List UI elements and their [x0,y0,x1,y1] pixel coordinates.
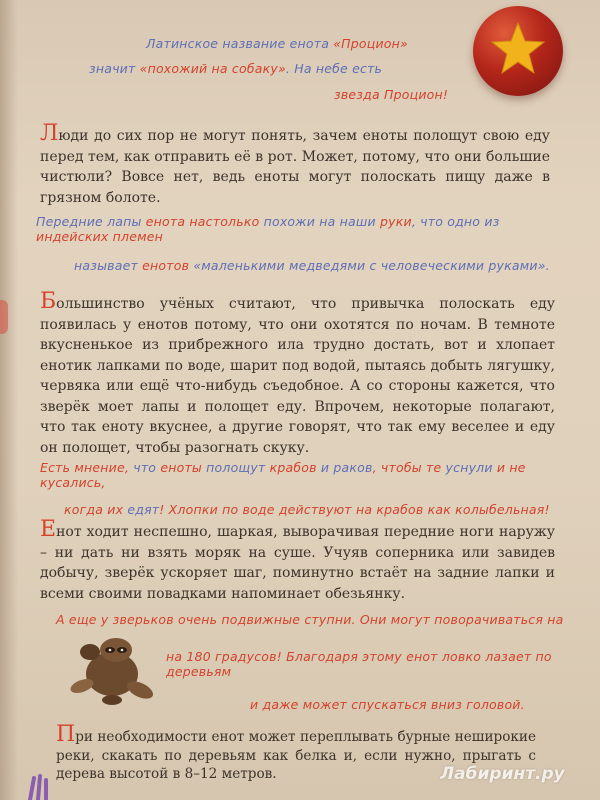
note-text: значит [89,61,140,76]
page-edge-mark [0,300,8,334]
note-highlight: енота настолько [145,214,260,229]
watermark: Лабиринт.ру [440,764,565,784]
note-hands [36,214,566,273]
paw-marks-icon [26,772,62,800]
note-highlight: индейских племен [36,229,164,244]
note-text: , что одно из [411,214,500,229]
note-text: крабов [265,460,321,475]
paragraph-walking [40,517,555,604]
drop-cap: П [56,722,76,747]
note-highlight: «Процион» [333,36,408,51]
note-text: действуют на крабов как колыбельная! [278,502,550,517]
note-highlight: уснули [445,460,493,475]
star-ball-illustration [473,6,563,96]
note-text: и не кусались, [40,460,526,490]
page-gutter-shadow [0,0,18,800]
note-text: называет [74,258,143,273]
note-text: похожи на наши [259,214,380,229]
note-latin-name [89,36,470,102]
note-crabs [40,460,565,517]
drop-cap: Л [40,121,59,146]
drop-cap: Б [40,289,57,314]
note-highlight: «похожий на собаку» [139,61,286,76]
paragraph-washing-food [40,121,550,208]
paragraph-text: юди до сих пор не могут понять, зачем еноты полощут свою еду перед тем, как отправить её в рот. Может, потому, что они большие чистюли? Вовсе нет, ведь еноты могут полоскать пищу даже в грязном болоте. [40,128,550,206]
note-highlight: звезда Процион! [334,87,449,102]
note-text: Есть мнение, [40,460,134,475]
note-highlight: руки [380,214,412,229]
note-text: «маленькими медведями с человеческими руками». [189,258,550,273]
note-text: , чтобы те [372,460,446,475]
note-highlight: енотов [142,258,190,273]
note-text: Передние лапы [36,214,146,229]
note-text: на 180 градусов! Благодаря этому енот ловко лазает по деревьям [166,649,552,679]
note-text: когда их [64,502,128,517]
note-highlight: что [133,460,157,475]
note-text: А еще у зверьков очень подвижные ступни. Они могут поворачиваться на [56,612,564,627]
paragraph-night-hunting [40,289,555,458]
drop-cap: Е [40,517,57,542]
note-text: и даже может спускаться вниз головой. [250,697,525,712]
note-text: ! Хлопки по воде [159,502,279,517]
note-highlight: едят [127,502,160,517]
note-text: еноты [156,460,207,475]
paragraph-text: нот ходит неспешно, шаркая, выворачивая передние ноги наружу – ни дать ни взять моряк на суше. Учуяв соперника или завидев добычу, зверёк ускоряет шаг, поминутно встаёт на задние лапки и всеми своими повадками напоминает обезьянку. [40,524,555,602]
paragraph-text: ри необходимости енот может переплывать бурные неширокие реки, скакать по деревьям как белка и, если нужно, прыгать с дерева высотой в 8–12 метров. [56,729,536,782]
note-text: . На небе есть [285,61,383,76]
star-icon [488,19,548,79]
paragraph-text: ольшинство учёных считают, что привычка полоскать еду появилась у енотов потому, что они охотятся по ночам. В темноте вкусненькое из прибрежного ила трудно достать, вот и хлопает енотик лапками по воде, шарит под водой, пытаясь добыть лягушку, червяка или ещё что-нибудь съедобное. А со стороны кажется, что зверёк моет лапы и полощет еду. Впрочем, некоторые полагают, что так еноту вкуснее, а другие говорят, что так ему веселее и еду он полощет, чтобы разогнать скуку. [40,296,555,456]
note-highlight: и раков [320,460,373,475]
note-highlight: полощут [206,460,266,475]
raccoon-illustration [62,630,162,714]
raccoon-icon [62,630,162,710]
note-text: Латинское название енота [146,36,334,51]
